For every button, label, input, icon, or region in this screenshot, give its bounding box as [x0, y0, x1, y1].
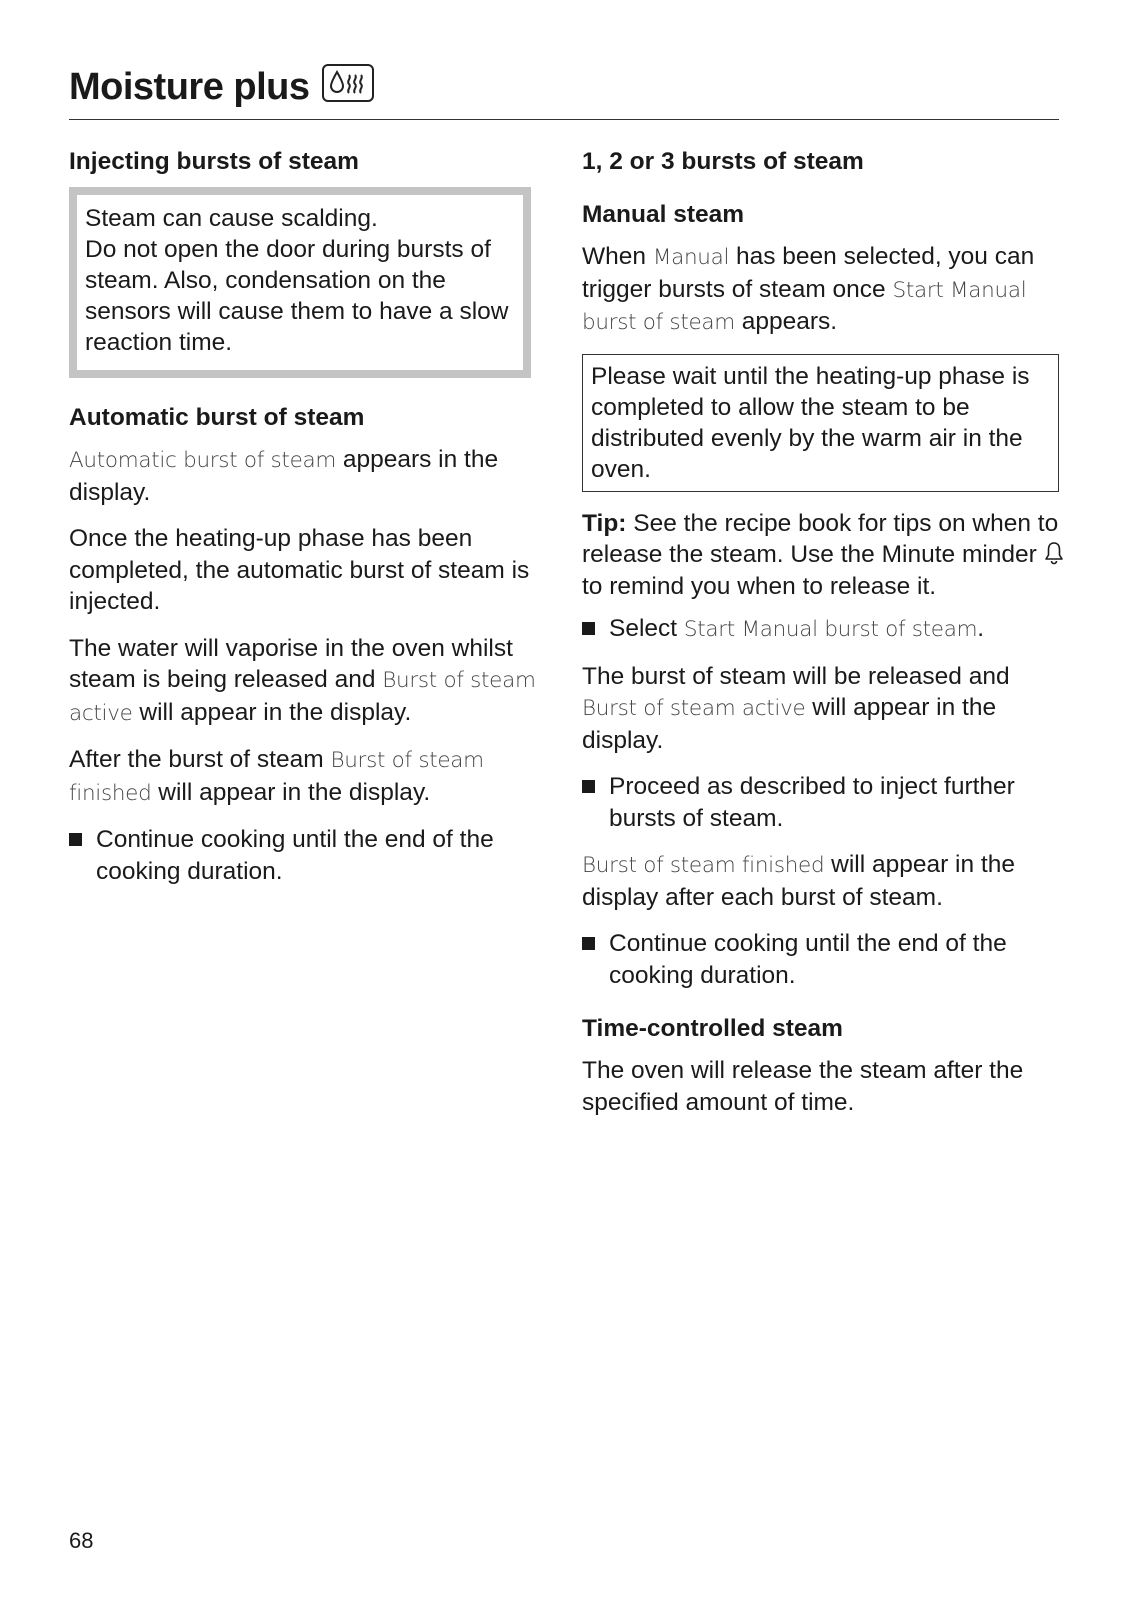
paragraph-tip — [582, 508, 1067, 603]
warning-line2: Do not open the door during bursts of steam. Also, condensation on the sensors will cause them to have a slow reaction time. — [85, 236, 509, 356]
warning-line1: Steam can cause scalding. — [85, 205, 378, 232]
paragraph-burst-finished — [582, 849, 1067, 913]
text-run: will appear in the display. — [132, 698, 412, 726]
moisture-plus-icon — [322, 64, 374, 102]
page-title: Moisture plus — [69, 66, 310, 108]
paragraph-heating-up: Once the heating-up phase has been completed, the automatic burst of steam is injected. — [69, 525, 530, 615]
note-text: Please wait until the heating-up phase is completed to allow the steam to be distributed evenly by the warm air in the oven. — [591, 362, 1030, 483]
paragraph-after-burst — [69, 744, 549, 809]
heading-time-controlled: Time-controlled steam — [582, 1015, 843, 1042]
page-number: 68 — [69, 1528, 94, 1553]
display-text: Start Manual burst of steam — [683, 617, 978, 642]
bullet-square-icon — [582, 780, 595, 793]
heading-automatic-burst: Automatic burst of steam — [69, 404, 365, 431]
text-run: See the recipe book for tips on when to release the steam. Use the Minute minder — [582, 509, 1059, 568]
text-run: The burst of steam will be released and — [582, 662, 1010, 690]
heading-bursts-count: 1, 2 or 3 bursts of steam — [582, 148, 864, 175]
heading-manual-steam: Manual steam — [582, 201, 745, 228]
paragraph-automatic-display — [69, 444, 549, 508]
bullet-square-icon — [582, 622, 595, 635]
heading-injecting-bursts: Injecting bursts of steam — [69, 148, 359, 175]
display-text: Burst of steam active — [582, 696, 806, 721]
tip-label: Tip: — [582, 509, 627, 537]
bullet-text: Continue cooking until the end of the cooking duration. — [609, 930, 1007, 989]
bullet-text: Continue cooking until the end of the cooking duration. — [96, 826, 494, 885]
note-box — [582, 354, 1059, 492]
bullet-text: Proceed as described to inject further bursts of steam. — [609, 773, 1015, 832]
text-run: has been selected, you can trigger bursts of steam once — [582, 243, 1035, 303]
bullet-item — [582, 771, 1067, 834]
bullet-item — [582, 928, 1067, 991]
text-run: Select — [609, 615, 684, 642]
paragraph-burst-released — [582, 661, 1067, 757]
bullet-square-icon — [69, 833, 82, 846]
bullet-square-icon — [582, 937, 595, 950]
text-run: After the burst of steam — [69, 746, 331, 773]
text-run: will appear in the display. — [151, 778, 431, 806]
text-run: When — [582, 243, 653, 270]
display-text: Burst of steam active — [69, 668, 536, 726]
right-column — [582, 146, 1067, 1118]
paragraph-time-controlled: The oven will release the steam after the specified amount of time. — [582, 1057, 1024, 1116]
text-run: will appear in the display after each burst of steam. — [582, 851, 1015, 911]
warning-box — [69, 187, 531, 378]
left-column — [69, 146, 549, 887]
display-text: Start Manual burst of steam — [582, 277, 1027, 335]
bell-icon — [1044, 541, 1064, 565]
paragraph-manual — [582, 241, 1067, 339]
display-text: Burst of steam finished — [582, 853, 825, 878]
display-text: Burst of steam finished — [69, 748, 484, 806]
bullet-item — [69, 824, 549, 887]
text-run: to remind you when to release it. — [582, 572, 937, 600]
text-run: appears in the display. — [69, 446, 499, 506]
text-run: . — [977, 615, 985, 642]
text-run: The water will vaporise in the oven whilst steam is being released and — [69, 634, 513, 693]
text-run: appears. — [734, 308, 838, 335]
display-text: Automatic burst of steam — [69, 448, 337, 473]
bullet-item — [582, 613, 1067, 646]
page-header — [69, 58, 1059, 120]
paragraph-vaporise — [69, 633, 549, 730]
display-text: Manual — [652, 245, 730, 270]
text-run: will appear in the display. — [582, 694, 997, 754]
